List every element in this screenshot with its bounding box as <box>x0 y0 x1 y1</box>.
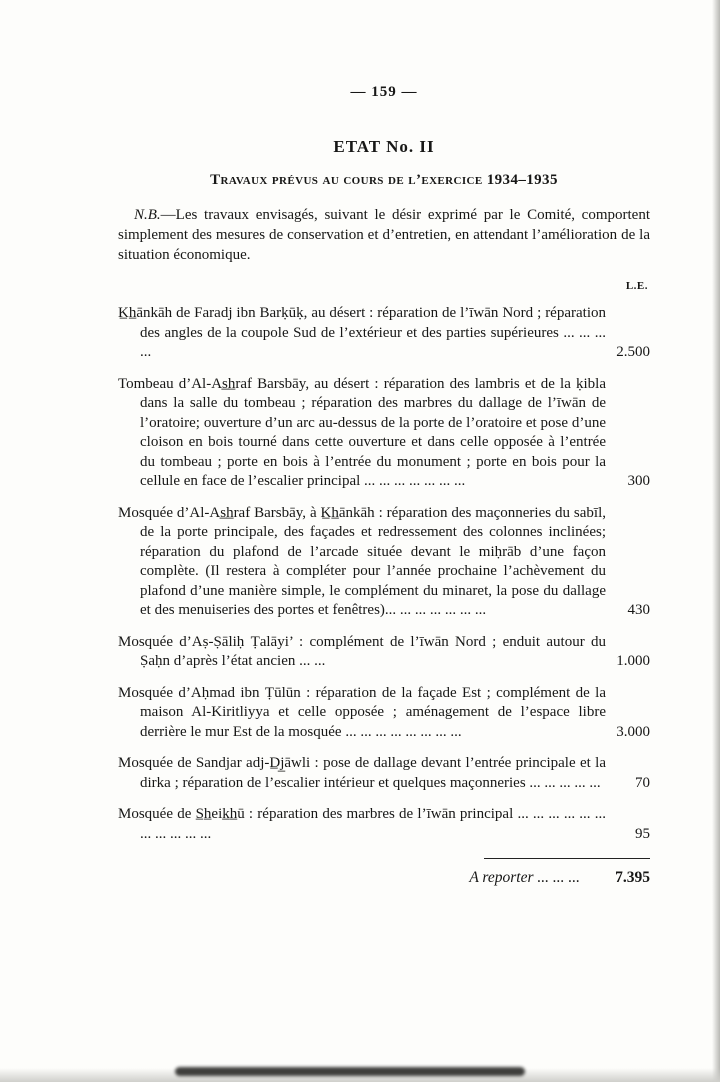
nota-bene-label: N.B. <box>134 207 161 223</box>
entry-text: Mosquée d’Aṣ-Ṣāliḥ Ṭalāyi’ : complément de l’īwān Nord ; enduit autour du Ṣaḥn d’après l’état ancien ... ... <box>118 633 606 669</box>
entry-text: Mosquée de S̲h̲eik̲h̲ū : réparation des marbres de l’īwān principal ... ... ... ... ... ... ... ... ... ... ... <box>118 806 606 842</box>
entry-text: Mosquée de Sandjar adj-D̲j̲āwli : pose de dallage devant l’entrée principale et la dirka ; réparation de l’escalier intérieur et quelques maçonneries ... ... ... ... ... <box>118 755 606 791</box>
page-number: — 159 — <box>350 84 418 100</box>
entry-text: Mosquée d’Al-As̲h̲raf Barsbāy, à K̲h̲ānkāh : réparation des maçonneries du sabīl, de la porte principale, des façades et redressement des colonnes inclinées; réparation du plafond de l’arcade située devant le miḥrāb d’une façon complète. (Il restera à compléter pour l’année prochaine l’achèvement du plafond d’une manière simple, le complément du minaret, la pose du dallage et des menuiseries des portes et fenêtres)... ... ... ... ... ... ... <box>118 504 606 618</box>
ledger-entries <box>118 304 650 844</box>
ledger-entry <box>118 684 650 743</box>
page-content <box>118 84 650 887</box>
document-subtitle: Travaux prévus au cours de l’exercice 1934–1935 <box>210 172 558 188</box>
nota-bene-text: —Les travaux envisagés, suivant le désir exprimé par le Comité, comportent simplement des mesures de conservation et d’entretien, en attendant l’amélioration de la situation économique. <box>118 207 650 263</box>
ledger-entry <box>118 375 650 492</box>
scan-edge-artifact <box>712 0 720 1082</box>
currency-column-header: L.E. <box>625 280 648 292</box>
nota-bene-paragraph <box>118 205 650 265</box>
entry-amount: 70 <box>635 774 650 791</box>
scan-artifact-bar <box>175 1067 525 1076</box>
entry-amount: 1.000 <box>616 653 650 669</box>
carry-forward-amount: 7.395 <box>615 869 650 886</box>
entry-amount: 300 <box>627 473 650 489</box>
carry-forward-label: A reporter ... ... ... <box>469 869 580 886</box>
entry-amount: 2.500 <box>616 344 650 360</box>
ledger-entry <box>118 754 650 793</box>
entry-text: Tombeau d’Al-As̲h̲raf Barsbāy, au désert : réparation des lambris et de la ḳibla dans la salle du tombeau ; réparation des marbres du dallage de l’īwān de l’oratoire; ouverture d’un arc au-dessus de la porte de l’oratoire et pose d’une cloison en bois tourné dans cette ouverture et dans celle opposée à l’entrée du tombeau ; porte en bois à l’entrée du monument ; porte en bois pour la cellule en face de l’escalier principal ... ... ... ... ... ... ... <box>118 375 606 489</box>
sum-rule <box>484 858 650 859</box>
ledger-entry <box>118 805 650 844</box>
entry-amount: 430 <box>627 602 650 618</box>
entry-amount: 3.000 <box>616 723 650 740</box>
carry-forward-row <box>118 869 650 887</box>
ledger-entry <box>118 504 650 621</box>
entry-text: K̲h̲ānkāh de Faradj ibn Barḳūḳ, au désert : réparation de l’īwān Nord ; réparation des angles de la coupole Sud de l’extérieur et des parties supérieures ... ... ... ... <box>118 305 606 360</box>
entry-text: Mosquée d’Aḥmad ibn Ṭūlūn : réparation de la façade Est ; complément de la maison Al-Kiritliyya et celle opposée ; aménagement de l’espace libre derrière le mur Est de la mosquée ... ... ... ... ... ... ... ... <box>118 684 606 740</box>
document-title: ETAT No. II <box>333 137 435 156</box>
ledger-entry <box>118 633 650 672</box>
ledger-entry <box>118 304 650 363</box>
entry-amount: 95 <box>635 825 650 842</box>
